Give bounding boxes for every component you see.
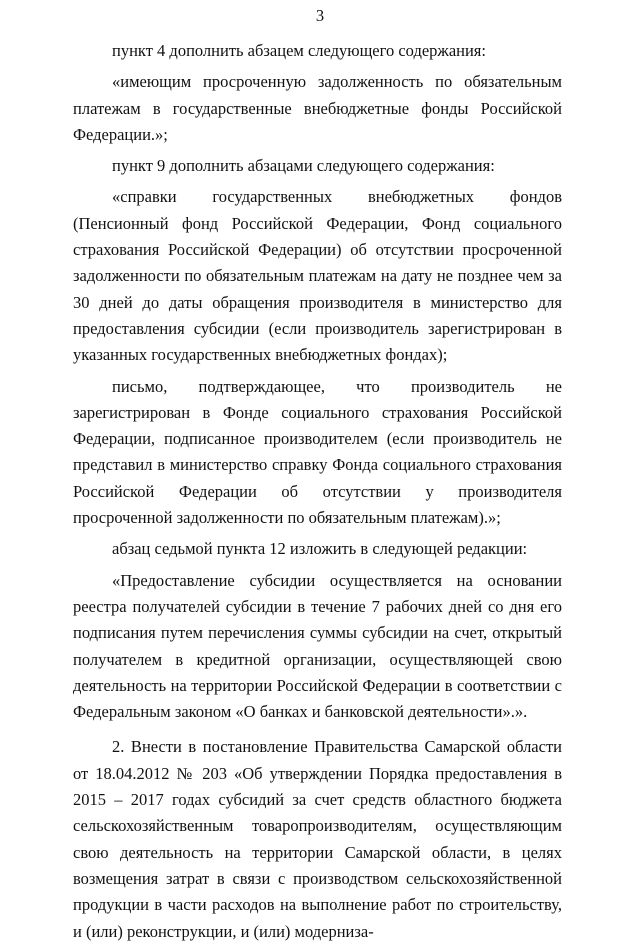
page-number: 3: [315, 6, 325, 25]
paragraph-point-4-text: «имеющим просроченную задолженность по обязательным платежам в государственные внебюджетные фонды Российской Федерации.»;: [73, 72, 562, 144]
paragraph-point-4-intro: пункт 4 дополнить абзацем следующего содержания:: [112, 41, 486, 60]
document-body: [73, 38, 562, 945]
paragraph-item-2: 2. Внести в постановление Правительства Самарской области от 18.04.2012 № 203 «Об утверждении Порядка предоставления в 2015 – 2017 годах субсидий за счет средств областного бюджета сельскохозяйственным товаропроизводителям, осуществляющим свою деятельность на территории Самарской области, в целях возмещения затрат в связи с производством сельскохозяйственной продукции в части расходов на выполнение работ по строительству, и (или) реконструкции, и (или) модерниза-: [73, 737, 562, 941]
paragraph-point-12-intro: абзац седьмой пункта 12 изложить в следующей редакции:: [112, 539, 528, 559]
paragraph-certificates: «справки государственных внебюджетных фондов (Пенсионный фонд Российской Федерации, Фонд социального страхования Российской Федерации) об отсутствии просроченной задолженности по обязательным платежам на дату не позднее чем за 30 дней до даты обращения производителя в министерство для предоставления субсидии (если производитель зарегистрирован в указанных государственных внебюджетных фондах);: [73, 187, 562, 365]
paragraph-point-9-intro: пункт 9 дополнить абзацами следующего содержания:: [112, 156, 495, 176]
paragraph-letter: письмо, подтверждающее, что производитель не зарегистрирован в Фонде социального страхования Российской Федерации, подписанное производителем (если производитель не представил в министерство справку Фонда социального страхования Российской Федерации об отсутствии у производителя просроченной задолженности по обязательным платежам).»;: [73, 376, 562, 528]
paragraph-subsidy-provision: «Предоставление субсидии осуществляется на основании реестра получателей субсидии в течение 7 рабочих дней со дня его подписания путем перечисления суммы субсидии на счет, открытый получателем в кредитной организации, осуществляющей свою деятельность на территории Российской Федерации в соответствии с Федеральным законом «О банках и банковской деятельности».».: [73, 570, 562, 722]
